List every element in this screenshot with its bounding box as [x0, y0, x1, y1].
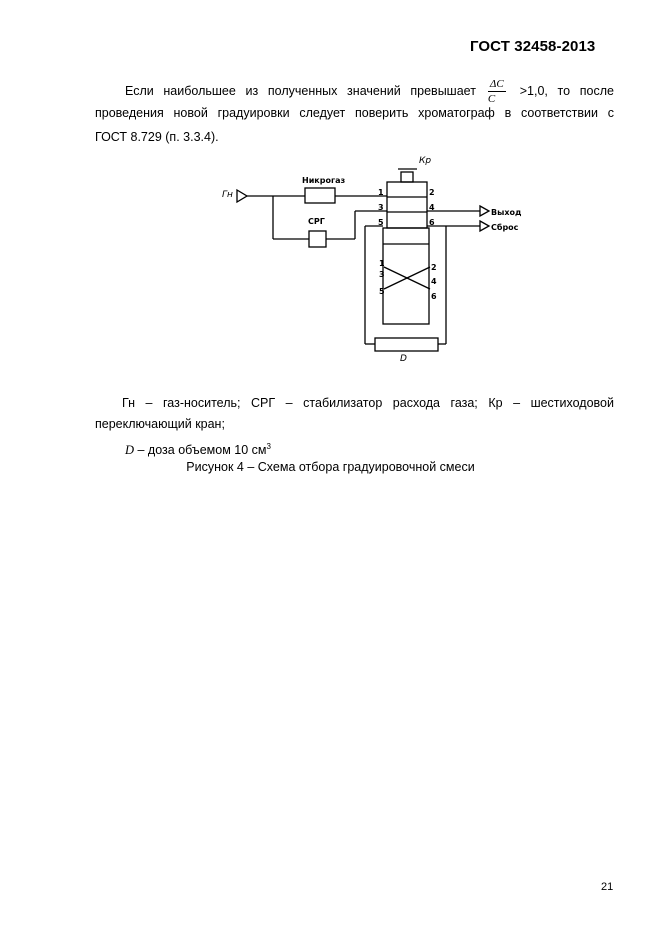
- output-label: Выход: [491, 208, 522, 217]
- port-3-top: 3: [378, 203, 384, 212]
- srg-label: СРГ: [308, 217, 325, 226]
- restrictor-block: [305, 188, 335, 203]
- document-code: ГОСТ 32458-2013: [470, 38, 596, 55]
- port-6-bottom: 6: [431, 292, 437, 301]
- fraction-denominator: C: [487, 93, 496, 105]
- legend-line-1: Гн – газ-носитель; СРГ – стабилизатор расхода газа; Кр – шестиходовой: [122, 396, 614, 410]
- paragraph-line-2: проведения новой градуировки следует поверить хроматограф в соответствии с: [95, 106, 614, 120]
- legend-line-3: [125, 436, 271, 461]
- dose-label: D: [400, 354, 407, 364]
- port-4-top: 4: [429, 203, 435, 212]
- page-number: 21: [601, 881, 614, 893]
- port-2-bottom: 2: [431, 263, 437, 272]
- valve-head: [387, 182, 427, 228]
- fraction-numerator: ΔC: [489, 78, 504, 90]
- valve-body: [383, 228, 429, 324]
- inlet-label: Гн: [222, 190, 233, 200]
- cubic-superscript: 3: [266, 442, 271, 451]
- output-arrow-icon: [480, 206, 489, 216]
- paragraph-line-1-end: >1,0, то после: [519, 83, 614, 98]
- legend-line-2: переключающий кран;: [95, 417, 225, 431]
- srg-block: [309, 231, 326, 247]
- port-3-bottom: 3: [379, 270, 385, 279]
- inlet-arrow-icon: [237, 190, 247, 202]
- paragraph-line-1-start: Если наибольшее из полученных значений превышает: [125, 83, 476, 98]
- port-4-bottom: 4: [431, 277, 437, 286]
- port-2-top: 2: [429, 188, 435, 197]
- valve-handle: [401, 172, 413, 182]
- port-5-bottom: 5: [379, 287, 385, 296]
- dose-symbol: D: [125, 443, 135, 458]
- port-1-top: 1: [378, 188, 384, 197]
- figure-caption: Рисунок 4 – Схема отбора градуировочной смеси: [186, 460, 475, 474]
- dose-loop-block: [375, 338, 438, 351]
- dose-description: – доза объемом 10 см: [134, 443, 267, 458]
- paragraph-line-3: ГОСТ 8.729 (п. 3.3.4).: [95, 130, 219, 144]
- discharge-label: Сброс: [491, 223, 519, 232]
- port-5-top: 5: [378, 218, 384, 227]
- valve-label: Кр: [419, 156, 432, 166]
- port-6-top: 6: [429, 218, 435, 227]
- discharge-arrow-icon: [480, 221, 489, 231]
- port-1-bottom: 1: [379, 259, 385, 268]
- restrictor-label: Никрогаз: [302, 176, 346, 185]
